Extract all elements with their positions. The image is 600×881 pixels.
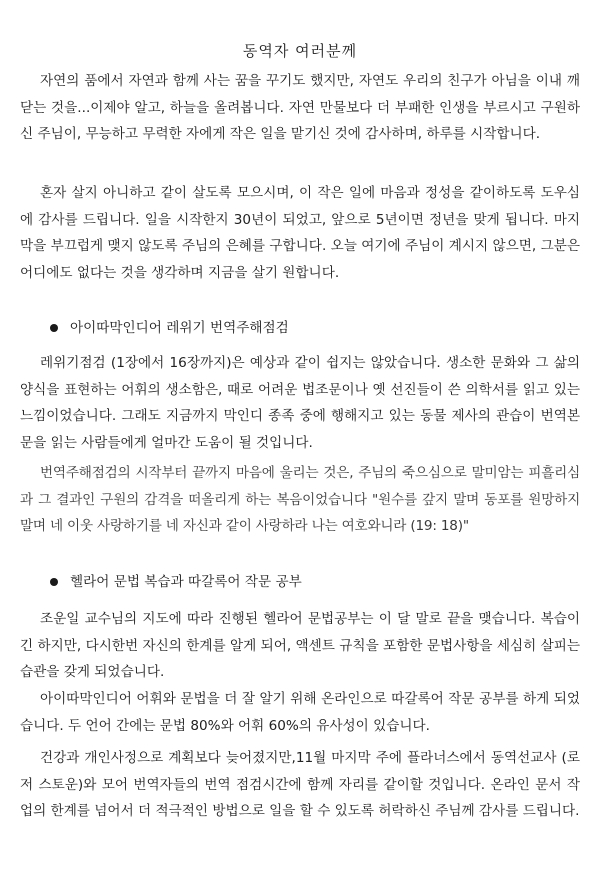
bullet-icon <box>50 324 58 332</box>
intro-paragraph-1: 자연의 품에서 자연과 함께 사는 꿈을 꾸기도 했지만, 자연도 우리의 친구가 아님을 이내 깨닫는 것을...이제야 알고, 하늘을 올려봅니다. 자연 만물보다 더 부패한 인생을 부르시고 구원하신 주님이, 무능하고 무력한 자에게 작은 일을 맡기신 것에 감사하며, 하루를 시작합니다. <box>20 73 580 142</box>
section2-paragraph-2: 아이따막인디어 어휘와 문법을 더 잘 알기 위해 온라인으로 따갈록어 작문 공부를 하게 되었습니다. 두 언어 간에는 문법 80%와 어휘 60%의 유사성이 있습니다. <box>20 691 580 734</box>
section-heading-text: 아이따막인디어 레위기 번역주해점검 <box>70 320 289 336</box>
section2-paragraph-1: 조운일 교수님의 지도에 따라 진행된 헬라어 문법공부는 이 달 말로 끝을 맺습니다. 복습이긴 하지만, 다시한번 자신의 한계를 알게 되어, 액센트 규칙을 포함한 문법사항을 세심히 살피는 습관을 갖게 되었습니다. <box>20 611 580 680</box>
section-heading-greek-tagalog <box>50 572 302 592</box>
section1-paragraph-2: 번역주해점검의 시작부터 끝까지 마음에 울리는 것은, 주님의 죽으심으로 말미암는 피흘리심과 그 결과인 구원의 감격을 떠올리게 하는 복음이었습니다 "원수를 갚지 말며 동포를 원망하지 말며 네 이웃 사랑하기를 네 자신과 같이 사랑하라 나는 여호와니라 (19: 18)" <box>20 465 580 534</box>
bullet-icon <box>50 578 58 586</box>
section-heading-text: 헬라어 문법 복습과 따갈록어 작문 공부 <box>70 574 302 590</box>
page-title: 동역자 여러분께 <box>242 42 358 60</box>
section2-paragraph-3: 건강과 개인사정으로 계획보다 늦어졌지만,11월 마지막 주에 플라너스에서 동역선교사 (로저 스토운)와 모어 번역자들의 번역 점검시간에 함께 자리를 같이할 것입니다. 온라인 문서 작업의 한계를 넘어서 더 적극적인 방법으로 일을 할 수 있도록 허락하신 주님께 감사를 드립니다. <box>20 750 580 819</box>
section-heading-leviticus <box>50 318 289 338</box>
section1-paragraph-1: 레위기점검 (1장에서 16장까지)은 예상과 같이 쉽지는 않았습니다. 생소한 문화와 그 삶의 양식을 표현하는 어휘의 생소함은, 때로 어려운 법조문이나 옛 선진들이 쓴 의학서를 읽고 있는 느낌이었습니다. 그래도 지금까지 막인디 종족 중에 행해지고 있는 동물 제사의 관습이 번역본문을 읽는 사람들에게 얼마간 도움이 될 것입니다. <box>20 355 580 451</box>
intro-paragraph-2: 혼자 살지 아니하고 같이 살도록 모으시며, 이 작은 일에 마음과 정성을 같이하도록 도우심에 감사를 드립니다. 일을 시작한지 30년이 되었고, 앞으로 5년이면 정년을 맞게 됩니다. 마지막을 부끄럽게 맺지 않도록 주님의 은혜를 구합니다. 오늘 여기에 주님이 계시지 않으면, 그분은 어디에도 없다는 것을 생각하며 지금을 살기 원합니다. <box>20 185 580 281</box>
